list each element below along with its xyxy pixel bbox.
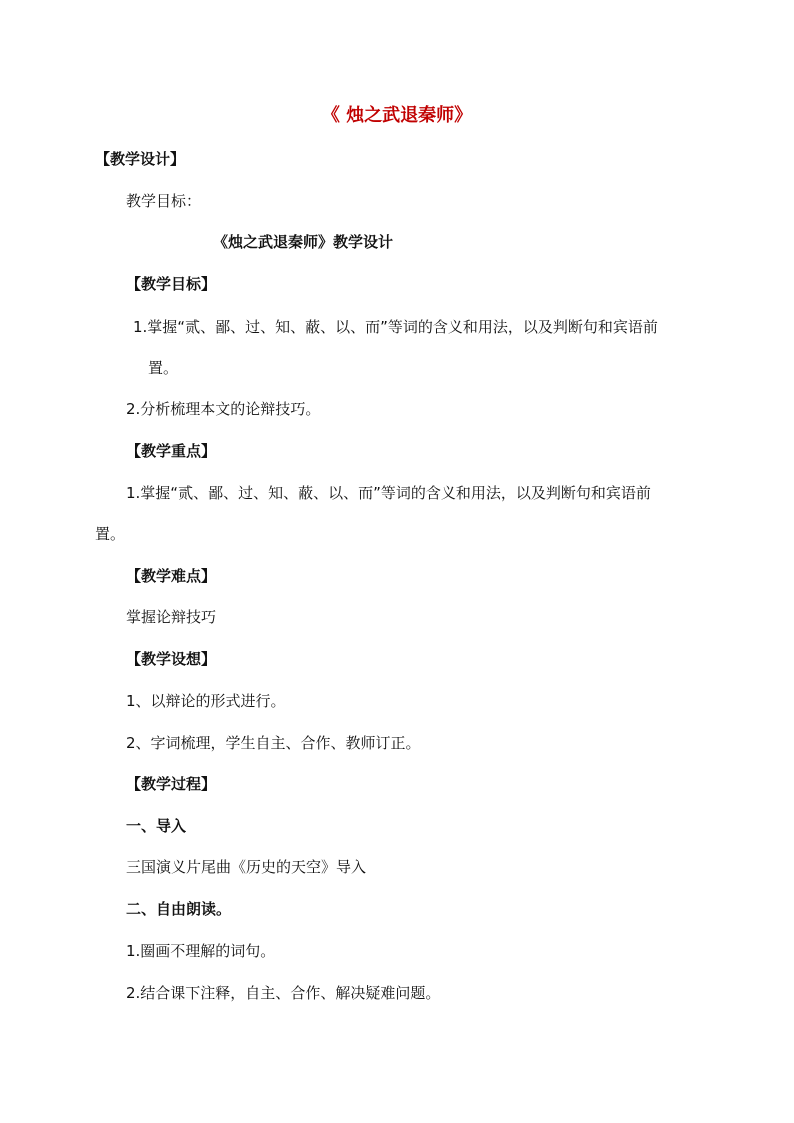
step-2-item-2: 2.结合课下注释，自主、合作、解决疑难问题。 [126, 984, 441, 1002]
concept-heading: 【教学设想】 [126, 650, 217, 668]
concept-item-1: 1、以辩论的形式进行。 [126, 692, 286, 710]
difficulty-text: 掌握论辩技巧 [126, 608, 217, 626]
goal-item-2: 2.分析梳理本文的论辩技巧。 [126, 400, 321, 418]
design-heading: 《烛之武退秦师》教学设计 [213, 233, 394, 251]
section-heading-design: 【教学设计】 [95, 150, 186, 168]
goal-item-1: 1.掌握“贰、鄙、过、知、蔽、以、而”等词的含义和用法，以及判断句和宾语前 [133, 318, 658, 336]
goal-item-1-continuation: 置。 [148, 359, 179, 377]
key-point-item-1-continuation: 置。 [95, 525, 126, 543]
difficulty-heading: 【教学难点】 [126, 567, 217, 585]
process-heading: 【教学过程】 [126, 775, 217, 793]
goals-heading: 【教学目标】 [126, 275, 217, 293]
concept-item-2: 2、字词梳理，学生自主、合作、教师订正。 [126, 734, 421, 752]
step-1-heading: 一、导入 [126, 817, 187, 835]
step-1-text: 三国演义片尾曲《历史的天空》导入 [126, 858, 367, 876]
step-2-heading: 二、自由朗读。 [126, 900, 232, 918]
teaching-goal-intro: 教学目标： [126, 192, 202, 210]
key-points-heading: 【教学重点】 [126, 442, 217, 460]
step-2-item-1: 1.圈画不理解的词句。 [126, 942, 276, 960]
document-title: 《 烛之武退秦师》 [321, 105, 473, 126]
key-point-item-1: 1.掌握“贰、鄙、过、知、蔽、以、而”等词的含义和用法，以及判断句和宾语前 [126, 484, 651, 502]
